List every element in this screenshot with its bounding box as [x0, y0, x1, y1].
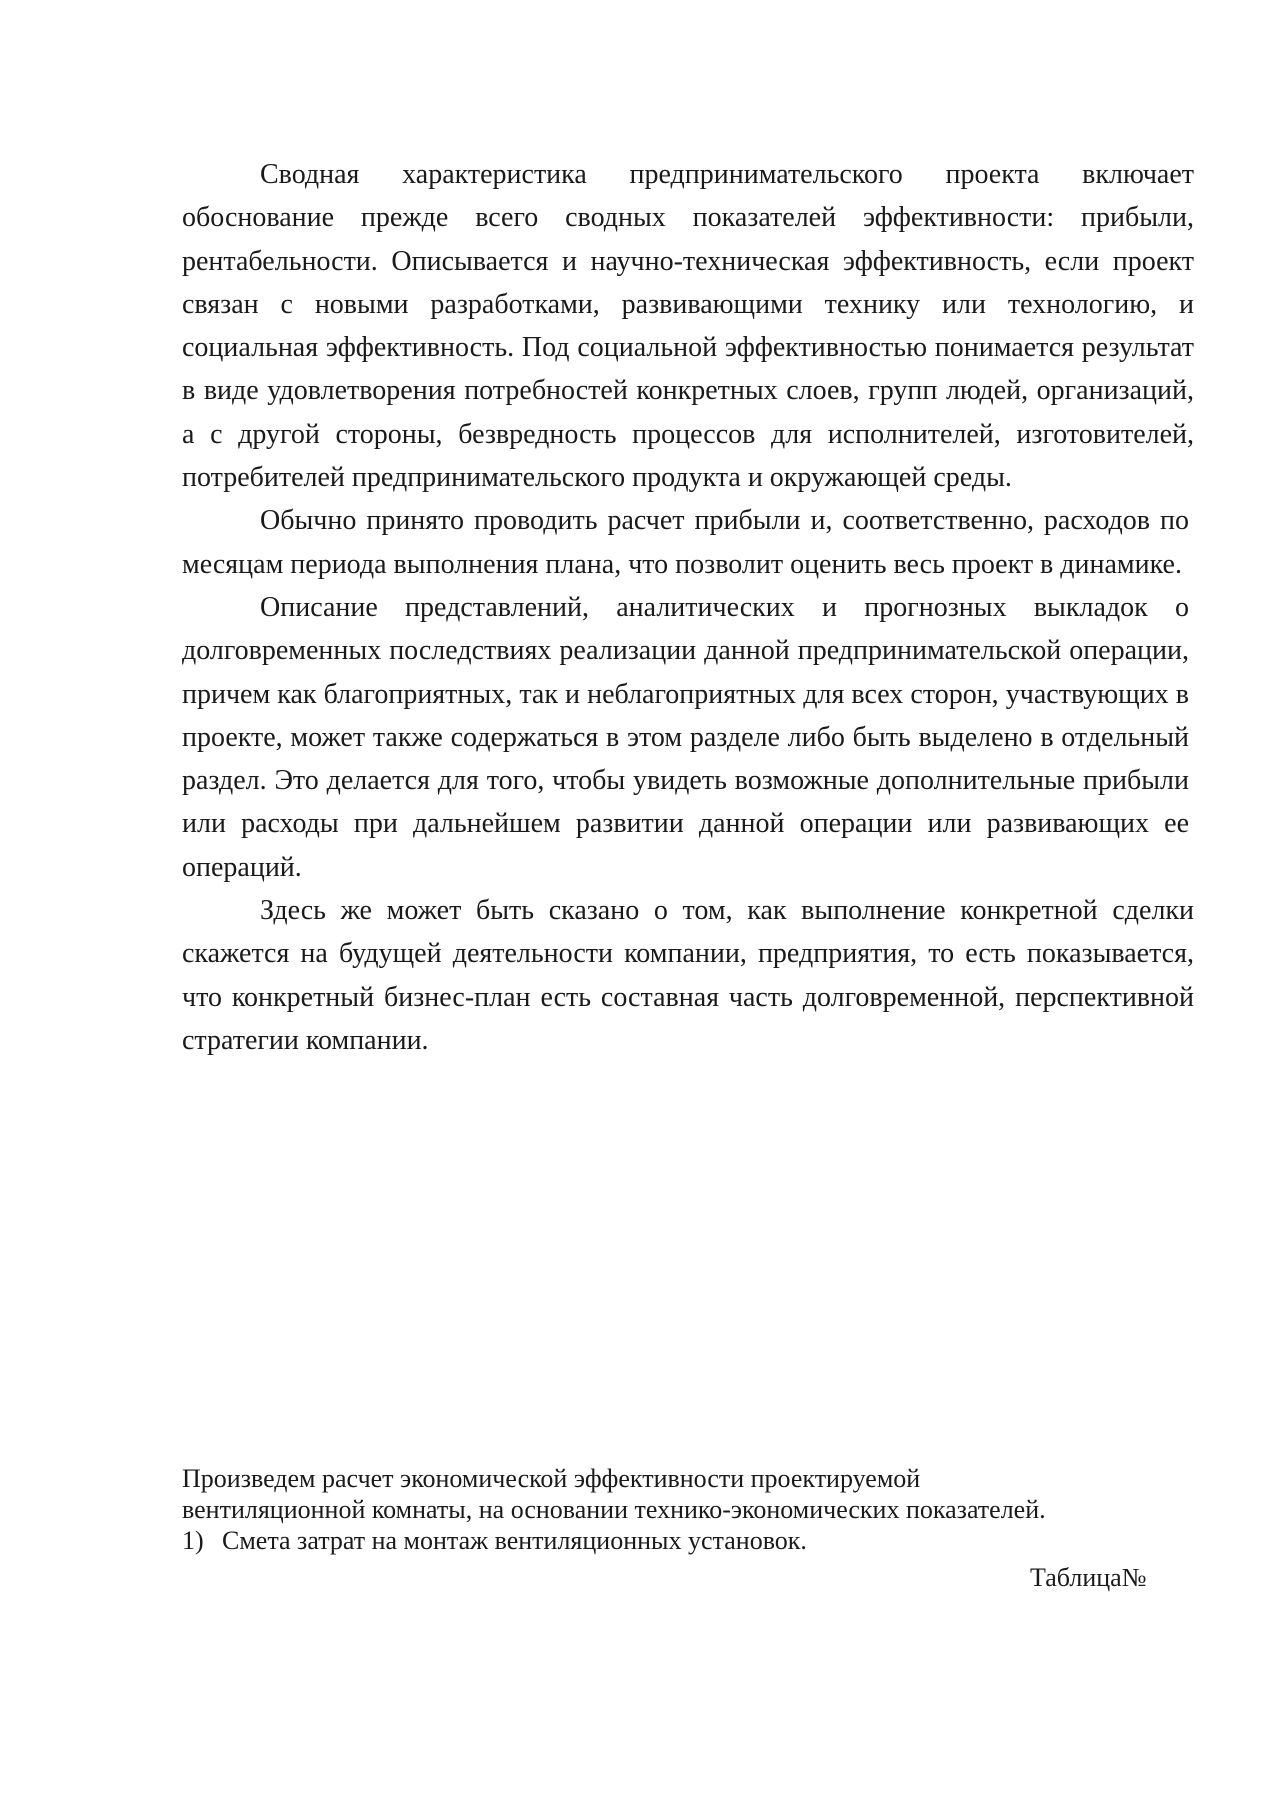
- calc-intro-line-1: Произведем расчет экономической эффективности проектируемой: [182, 1464, 921, 1493]
- body-text: [182, 153, 1194, 1062]
- list-item: [182, 1525, 1242, 1556]
- list-item-number: 1): [182, 1526, 204, 1555]
- calculation-block: [182, 1463, 1242, 1556]
- calc-intro-line-2: вентиляционной комнаты, на основании технико-экономических показателей.: [182, 1495, 1046, 1524]
- paragraph-strategy: Здесь же может быть сказано о том, как выполнение конкретной сделки скажется на будущей деятельности компании, предприятия, то есть показывается, что конкретный бизнес-план есть составная часть долговременной, перспективной стратегии компании.: [182, 895, 1194, 1056]
- paragraph-summary: Сводная характеристика предпринимательского проекта включает обоснование прежде всего сводных показателей эффективности: прибыли, рентабельности. Описывается и научно-техническая эффективность, если проект связан с новыми разработками, развивающими технику или технологию, и социальная эффективность. Под социальной эффективностью понимается результат в виде удовлетворения потребностей конкретных слоев, групп людей, организаций, а с другой стороны, безвредность процессов для исполнителей, изготовителей, потребителей предпринимательского продукта и окружающей среды.: [182, 159, 1194, 494]
- list-item-text: Смета затрат на монтаж вентиляционных установок.: [222, 1526, 807, 1555]
- table-label: Таблица№: [1030, 1563, 1147, 1592]
- paragraph-long-term-consequences: Описание представлений, аналитических и прогнозных выкладок о долговременных последствиях реализации данной предпринимательской операции, причем как благоприятных, так и неблагоприятных для всех сторон, участвующих в проекте, может также содержаться в этом разделе либо быть выделено в отдельный раздел. Это делается для того, чтобы увидеть возможные дополнительные прибыли или расходы при дальнейшем развитии данной операции или развивающих ее операций.: [182, 591, 1189, 883]
- paragraph-profit-calculation: Обычно принято проводить расчет прибыли и, соответственно, расходов по месяцам периода выполнения плана, что позволит оценить весь проект в динамике.: [182, 505, 1189, 580]
